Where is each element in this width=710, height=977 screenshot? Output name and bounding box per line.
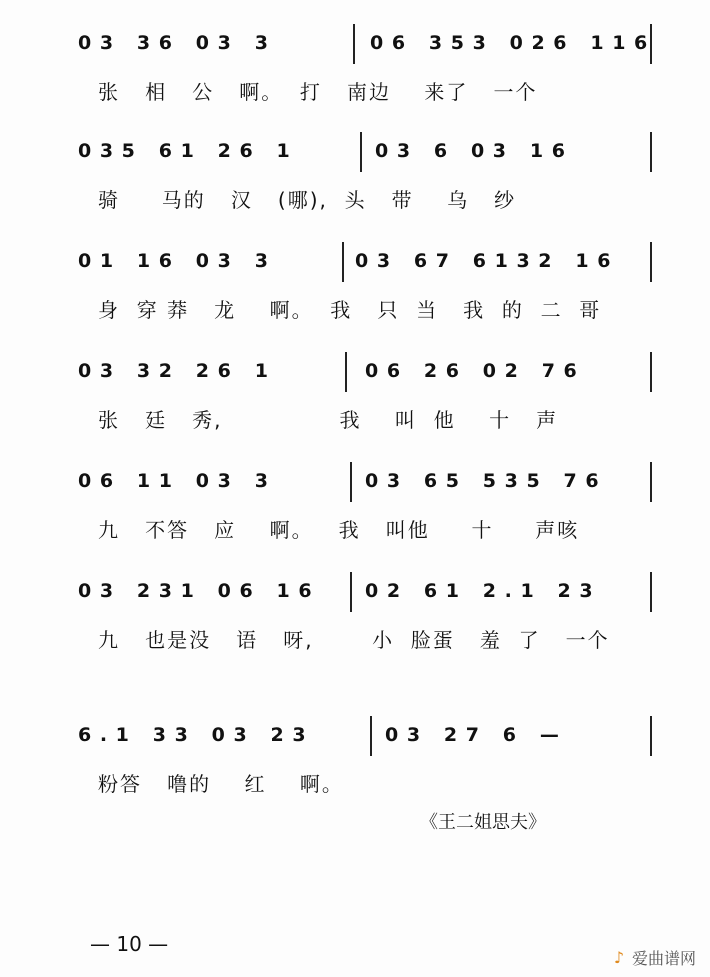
lyrics: 张 廷 秀, 我 叫 他 十 声 — [98, 408, 559, 432]
barline — [650, 352, 652, 392]
lyric-row — [70, 614, 670, 666]
notes-right: 0 3 6 5 5 3 5 7 6 — [365, 470, 600, 492]
score-system-1 — [70, 18, 670, 118]
notes-right: 0 3 6 0 3 1 6 — [375, 140, 566, 162]
lyrics: 九 也是没 语 呀, 小 脸蛋 羞 了 一个 — [98, 628, 610, 652]
lyric-row — [70, 394, 670, 446]
barline — [650, 572, 652, 612]
notes-row — [70, 18, 670, 66]
barline — [350, 572, 352, 612]
notes-right: 0 2 6 1 2 . 1 2 3 — [365, 580, 594, 602]
barline — [370, 716, 372, 756]
barline — [650, 716, 652, 756]
notes-left: 0 6 1 1 0 3 3 — [78, 470, 269, 492]
score-system-7 — [70, 710, 670, 810]
barline — [350, 462, 352, 502]
lyrics: 九 不答 应 啊。 我 叫他 十 声咳 — [98, 518, 580, 542]
watermark — [610, 946, 696, 969]
lyrics: 身 穿 莽 龙 啊。 我 只 当 我 的 二 哥 — [98, 298, 602, 322]
notes-row — [70, 710, 670, 758]
source-title: 《王二姐思夫》 — [420, 812, 546, 833]
barline — [345, 352, 347, 392]
notes-left: 0 3 5 6 1 2 6 1 — [78, 140, 291, 162]
watermark-text: 爱曲谱网 — [631, 949, 696, 968]
lyric-row — [70, 66, 670, 118]
barline — [650, 132, 652, 172]
score-system-3 — [70, 236, 670, 336]
notes-right: 0 3 6 7 6 1 3 2 1 6 — [355, 250, 612, 272]
lyric-row — [70, 758, 670, 810]
notes-left: 6 . 1 3 3 0 3 2 3 — [78, 724, 307, 746]
notes-left: 0 3 3 2 2 6 1 — [78, 360, 269, 382]
lyrics: 张 相 公 啊。 打 南边 来了 一个 — [98, 80, 538, 104]
lyrics: 骑 马的 汉 (哪), 头 带 乌 纱 — [98, 188, 517, 212]
barline — [650, 462, 652, 502]
music-note-icon: ♪ — [613, 947, 625, 967]
notes-right: 0 3 2 7 6 — — [385, 724, 560, 746]
notes-left: 0 3 3 6 0 3 3 — [78, 32, 269, 54]
barline — [353, 24, 355, 64]
notes-row — [70, 236, 670, 284]
score-system-2 — [70, 126, 670, 226]
notes-right: 0 6 2 6 0 2 7 6 — [365, 360, 578, 382]
page-number: — 10 — — [90, 932, 169, 956]
notes-row — [70, 126, 670, 174]
notes-row — [70, 566, 670, 614]
lyrics: 粉答 噜的 红 啊。 — [98, 772, 344, 796]
score-system-5 — [70, 456, 670, 556]
barline — [650, 242, 652, 282]
lyric-row — [70, 284, 670, 336]
barline — [360, 132, 362, 172]
lyric-row — [70, 174, 670, 226]
barline — [342, 242, 344, 282]
notes-left: 0 3 2 3 1 0 6 1 6 — [78, 580, 313, 602]
score-system-6 — [70, 566, 670, 666]
notes-right: 0 6 3 5 3 0 2 6 1 1 6 — [370, 32, 649, 54]
notes-left: 0 1 1 6 0 3 3 — [78, 250, 269, 272]
score-system-4 — [70, 346, 670, 446]
lyric-row — [70, 504, 670, 556]
notes-row — [70, 346, 670, 394]
barline — [650, 24, 652, 64]
notes-row — [70, 456, 670, 504]
